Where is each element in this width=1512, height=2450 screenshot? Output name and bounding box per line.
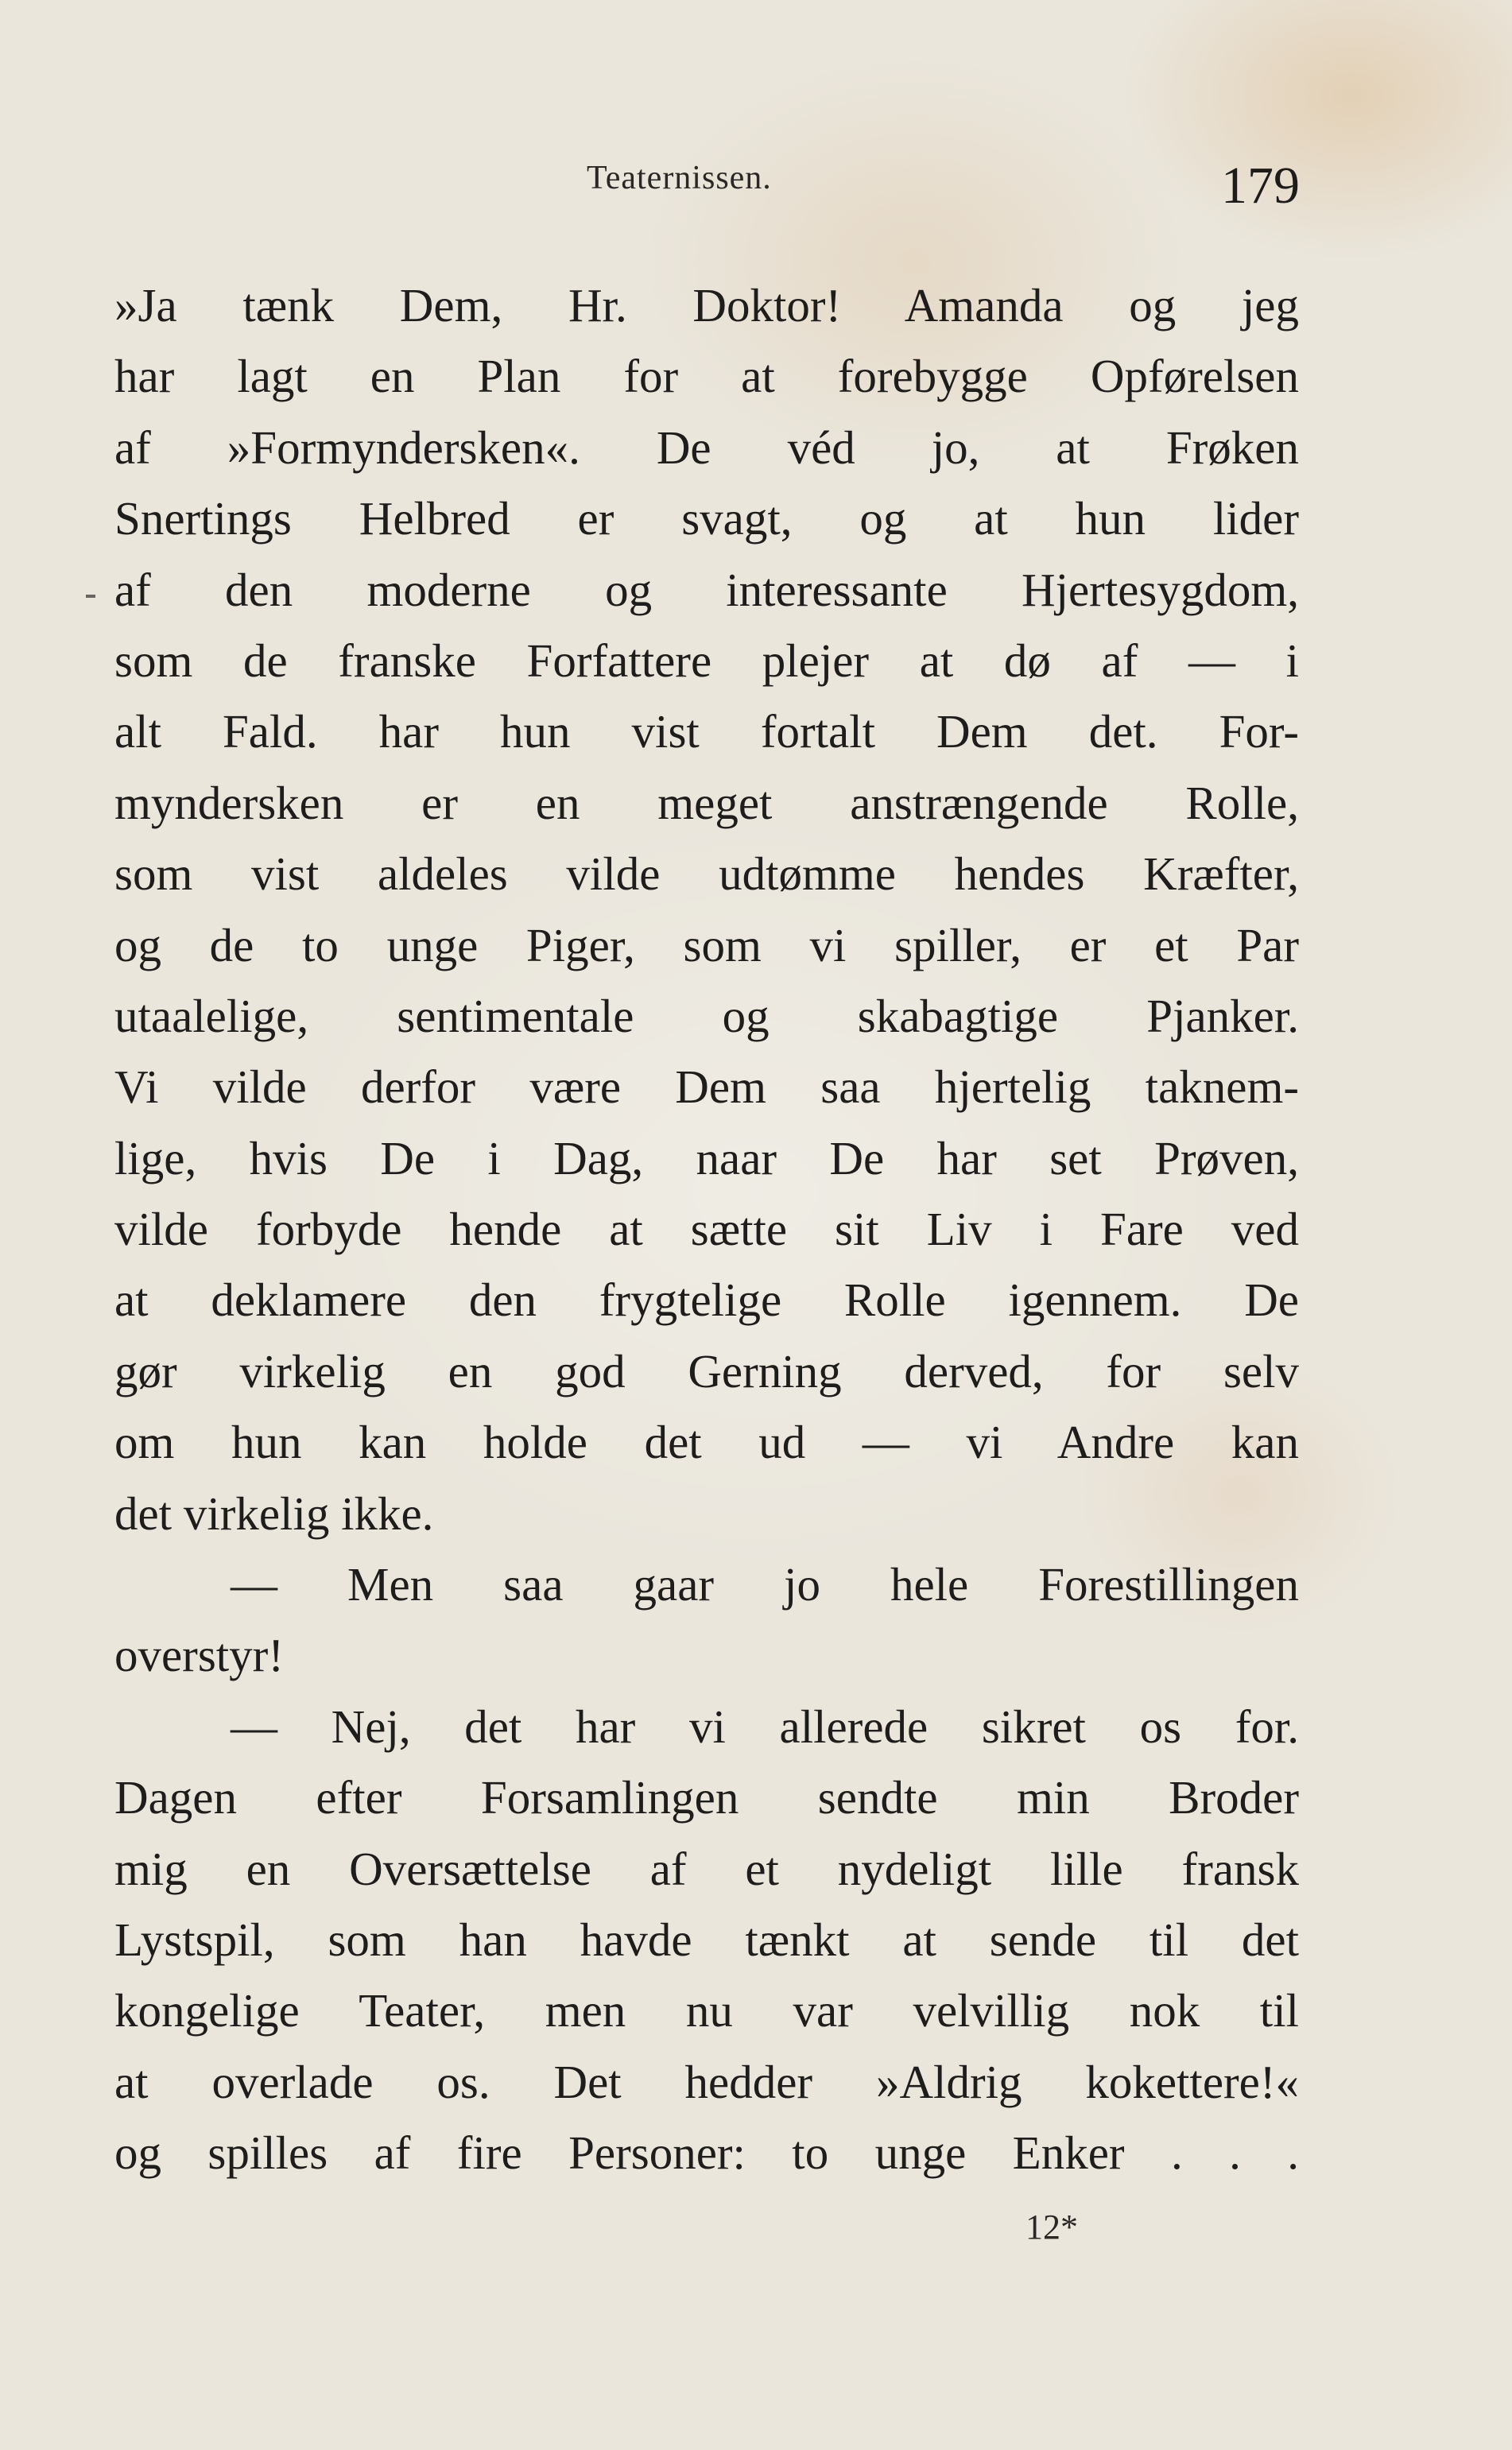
text-line: — Nej, det har vi allerede sikret os for. <box>231 1700 1299 1753</box>
text-line: alt Fald. har hun vist fortalt Dem det. For- <box>114 705 1299 758</box>
text-line: kongelige Teater, men nu var velvillig nok til <box>114 1984 1299 2037</box>
text-line: af den moderne og interessante Hjertesygdom, <box>114 563 1299 616</box>
text-line: utaalelige, sentimentale og skabagtige Pjanker. <box>114 989 1299 1042</box>
margin-mark <box>86 595 95 598</box>
text-line: myndersken er en meget anstrængende Rolle, <box>114 776 1299 829</box>
text-line: mig en Oversættelse af et nydeligt lille fransk <box>114 1842 1299 1895</box>
text-line: — Men saa gaar jo hele Forestillingen <box>231 1558 1299 1611</box>
text-line: gør virkelig en god Gerning derved, for selv <box>114 1344 1299 1398</box>
text-line: at overlade os. Det hedder »Aldrig kokettere!« <box>114 2055 1299 2108</box>
text-line: som de franske Forfattere plejer at dø af — i <box>114 634 1299 687</box>
text-line: det virkelig ikke. <box>114 1487 434 1540</box>
text-line: og spilles af fire Personer: to unge Enker . . . <box>114 2126 1299 2180</box>
text-line: lige, hvis De i Dag, naar De har set Prøven, <box>114 1131 1299 1184</box>
text-line: at deklamere den frygtelige Rolle igennem. De <box>114 1273 1299 1327</box>
text-line: overstyr! <box>114 1629 284 1682</box>
text-line: og de to unge Piger, som vi spiller, er et Par <box>114 918 1299 971</box>
running-head <box>0 157 1512 215</box>
text-line: vilde forbyde hende at sætte sit Liv i Fare ved <box>114 1203 1299 1256</box>
running-title: Teaternissen. <box>587 160 772 196</box>
text-line: Lystspil, som han havde tænkt at sende til det <box>114 1913 1299 1966</box>
text-line: Vi vilde derfor være Dem saa hjertelig taknem- <box>114 1060 1299 1114</box>
page-number: 179 <box>1221 157 1300 215</box>
text-line: om hun kan holde det ud — vi Andre kan <box>114 1416 1299 1469</box>
text-line: Dagen efter Forsamlingen sendte min Broder <box>114 1771 1299 1824</box>
signature-mark: 12* <box>1025 2208 1078 2246</box>
text-line: som vist aldeles vilde udtømme hendes Kræfter, <box>114 847 1299 901</box>
text-line: af »Formyndersken«. De véd jo, at Frøken <box>114 421 1299 474</box>
text-line: »Ja tænk Dem, Hr. Doktor! Amanda og jeg <box>114 279 1299 331</box>
text-line: har lagt en Plan for at forebygge Opførelsen <box>114 350 1299 403</box>
text-line: Snertings Helbred er svagt, og at hun lider <box>114 492 1299 545</box>
body-text <box>114 270 1299 2189</box>
